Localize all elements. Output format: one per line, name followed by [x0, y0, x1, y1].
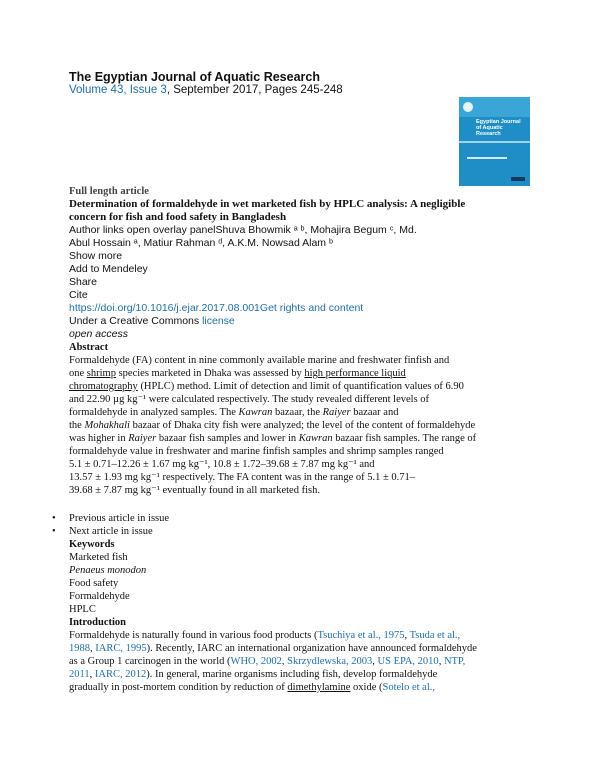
volume-info	[69, 84, 343, 96]
shrimp-link[interactable]: shrimp	[86, 368, 116, 379]
journal-title[interactable]: The Egyptian Journal of Aquatic Research	[69, 70, 320, 84]
next-article-link[interactable]: • Next article in issue	[52, 526, 153, 537]
citation-link[interactable]: 1988	[69, 643, 90, 654]
citation-link[interactable]: 2011	[69, 669, 90, 680]
citation-link[interactable]: Tsuchiya et al., 1975	[317, 630, 405, 641]
dimethylamine-link[interactable]: dimethylamine	[287, 682, 351, 693]
citation-link[interactable]: IARC, 2012	[94, 669, 147, 680]
keywords-and-intro	[69, 538, 529, 694]
citation-link[interactable]: WHO, 2002	[230, 656, 282, 667]
cite-button[interactable]: Cite	[69, 289, 88, 301]
cover-title: Egyptian Journal of Aquatic Research	[476, 119, 521, 137]
bullet-icon: •	[52, 513, 56, 524]
article-header	[69, 185, 529, 497]
introduction-heading: Introduction	[69, 617, 126, 628]
article-navigation	[52, 512, 169, 538]
citation-link[interactable]: US EPA, 2010	[377, 656, 439, 667]
citation-link[interactable]: Tsuda et al.,	[409, 630, 461, 641]
journal-logo-icon	[463, 102, 473, 112]
abstract-body: Formaldehyde (FA) content in nine commonly available marine and freshwater finfish and one shrimp species marketed in Dhaka was assessed by high performance liquid chromatography (HPLC) method. Limit of detection and limit of quantification values of 6.90 and 22.90 µg kg⁻¹ were calculated respectively. The study revealed different levels of formaldehyde in analyzed samples. The Kawran bazaar, the Raiyer bazaar and the Mohakhali bazaar of Dhaka city fish were analyzed; the level of the content of formaldehyde was higher in Raiyer bazaar fish samples and lower in Kawran bazaar fish samples. The range of formaldehyde value in freshwater and marine finfish samples and shrimp samples ranged 5.1 ± 0.71–12.26 ± 1.67 mg kg⁻¹, 10.8 ± 1.72–39.68 ± 7.87 mg kg⁻¹ and 13.57 ± 1.93 mg kg⁻¹ respectively. The FA content was in the range of 5.1 ± 0.71– 39.68 ± 7.87 mg kg⁻¹ eventually found in all marketed fish.	[69, 355, 477, 496]
introduction-body: Formaldehyde is naturally found in various food products (Tsuchiya et al., 1975, Tsuda et al., 1988, IARC, 1995). Recently, IARC an international organization have announced formaldehyde as a Group 1 carcinogen in the world (WHO, 2002, Skrzydlewska, 2003, US EPA, 2010, NTP, 2011, IARC, 2012). In general, marine organisms including fish, develop formaldehyde gradually in post-mortem condition by reduction of dimethylamine oxide (Sotelo et al.,	[69, 630, 477, 693]
keyword-item: Penaeus monodon	[69, 565, 147, 576]
keyword-item: HPLC	[69, 604, 96, 615]
add-to-mendeley-button[interactable]: Add to Mendeley	[69, 263, 148, 275]
chromatography-link[interactable]: chromatography	[69, 381, 138, 392]
volume-issue-link[interactable]: Volume 43, Issue 3	[69, 84, 167, 96]
doi-rights-line	[69, 302, 529, 315]
open-access-label: open access	[69, 328, 128, 340]
license-link[interactable]: license	[202, 315, 235, 327]
article-title-line-1: Determination of formaldehyde in wet marketed fish by HPLC analysis: A negligible	[69, 198, 466, 210]
keyword-item: Marketed fish	[69, 552, 128, 563]
rights-link[interactable]: Get rights and content	[259, 302, 364, 314]
keyword-item: Food safety	[69, 578, 119, 589]
keywords-heading: Keywords	[69, 539, 115, 550]
previous-article-link[interactable]: • Previous article in issue	[52, 513, 170, 524]
hplc-link[interactable]: high performance liquid	[304, 368, 406, 379]
article-title-line-2: concern for fish and food safety in Bangladesh	[69, 211, 287, 223]
bullet-icon: •	[52, 526, 56, 537]
keyword-item: Formaldehyde	[69, 591, 130, 602]
citation-link[interactable]: IARC, 1995	[95, 643, 147, 654]
doi-link[interactable]: https://doi.org/10.1016/j.ejar.2017.08.001	[69, 302, 260, 314]
citation-link[interactable]: NTP,	[443, 656, 466, 667]
citation-link[interactable]: Skrzydlewska, 2003	[287, 656, 373, 667]
author-list-line-1[interactable]: Author links open overlay panelShuva Bhowmik ᵃ ᵇ, Mohajira Begum ᶜ, Md.	[69, 224, 417, 236]
article-type: Full length article	[69, 186, 149, 197]
journal-cover-image[interactable]	[459, 97, 530, 186]
license-prefix: Under a Creative Commons	[69, 315, 203, 327]
volume-date-pages: , September 2017, Pages 245-248	[166, 84, 343, 96]
citation-link[interactable]: Sotelo et al.,	[382, 682, 435, 693]
show-more-button[interactable]: Show more	[69, 250, 123, 262]
author-list-line-2[interactable]: Abul Hossain ᵃ, Matiur Rahman ᵈ, A.K.M. Nowsad Alam ᵇ	[69, 237, 333, 249]
license-line	[69, 315, 529, 328]
share-button[interactable]: Share	[69, 276, 98, 288]
abstract-heading: Abstract	[69, 342, 109, 353]
